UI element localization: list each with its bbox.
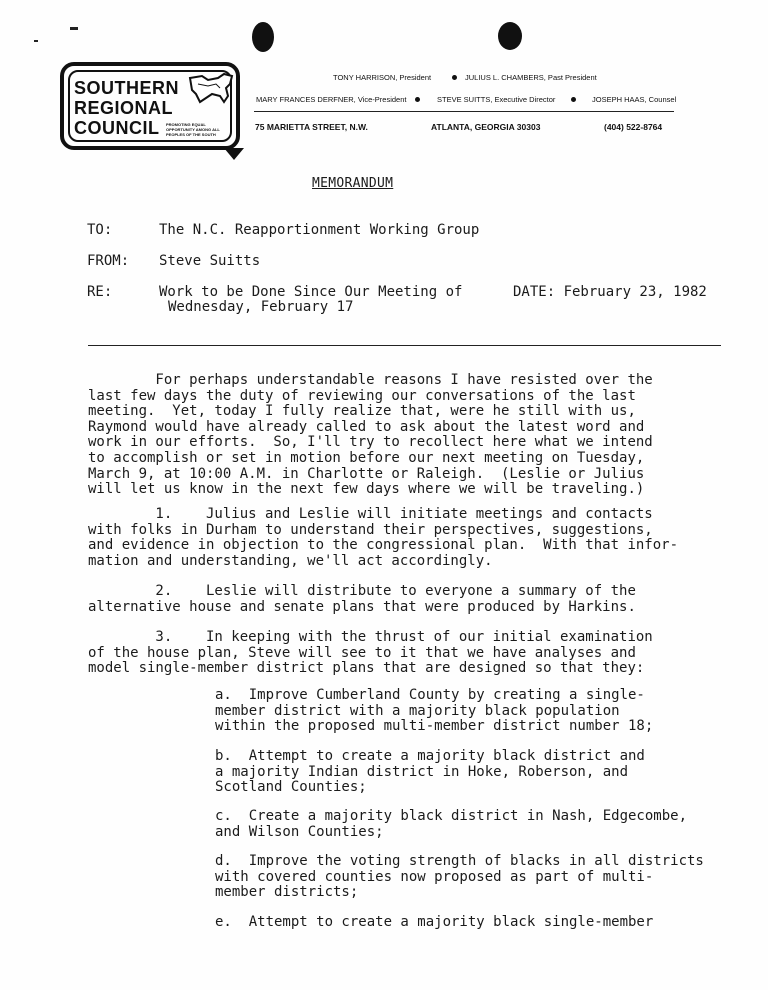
memo-date: DATE: February 23, 1982	[513, 284, 707, 300]
item-2-paragraph: 2. Leslie will distribute to everyone a summary of the alternative house and senate plans that were produced by Harkins.	[88, 583, 636, 615]
punch-hole-right	[498, 22, 522, 50]
officer-executive-director: STEVE SUITTS, Executive Director	[437, 95, 556, 104]
bullet-icon	[452, 75, 457, 80]
item-1-paragraph: 1. Julius and Leslie will initiate meetings and contacts with folks in Durham to understand their perspectives, suggestions, and evidence in objection to the congressional plan. With that infor- mation and understanding, we'll act accordingly.	[88, 506, 679, 569]
street-address: 75 MARIETTA STREET, N.W.	[255, 122, 368, 132]
bullet-icon	[571, 97, 576, 102]
from-label: FROM:	[87, 253, 130, 269]
bullet-icon	[415, 97, 420, 102]
sub-item-d: d. Improve the voting strength of blacks in all districts with covered counties now proposed as part of multi- member districts;	[215, 853, 704, 901]
logo-arrow-icon	[224, 148, 244, 160]
letterhead-divider	[254, 111, 674, 112]
logo-line-2: REGIONAL	[74, 98, 174, 118]
to-value: The N.C. Reapportionment Working Group	[159, 222, 480, 238]
sub-item-b: b. Attempt to create a majority black district and a majority Indian district in Hoke, Roberson, and Scotland Counties;	[215, 748, 645, 796]
memo-divider	[88, 345, 721, 346]
re-value-line1: Work to be Done Since Our Meeting of	[159, 284, 463, 300]
officer-past-president: JULIUS L. CHAMBERS, Past President	[465, 73, 597, 82]
re-label: RE:	[87, 284, 113, 300]
sub-item-a: a. Improve Cumberland County by creating a single- member district with a majority black population within the proposed multi-member district number 18;	[215, 687, 654, 735]
logo-tagline: PROMOTING EQUAL OPPORTUNITY AMONG ALL PEOPLES OF THE SOUTH	[166, 122, 220, 137]
city-address: ATLANTA, GEORGIA 30303	[431, 122, 541, 132]
southern-states-map-icon	[188, 72, 234, 106]
item-3-paragraph: 3. In keeping with the thrust of our initial examination of the house plan, Steve will see to it that we have analyses and model single-member district plans that are designed so that they:	[88, 629, 653, 677]
memo-title: MEMORANDUM	[312, 176, 394, 191]
phone-number: (404) 522-8764	[604, 122, 663, 132]
sub-item-c: c. Create a majority black district in Nash, Edgecombe, and Wilson Counties;	[215, 808, 688, 840]
scan-mark	[70, 27, 78, 30]
from-value: Steve Suitts	[159, 253, 261, 269]
officer-counsel: JOSEPH HAAS, Counsel	[592, 95, 677, 104]
scan-mark	[34, 40, 38, 42]
intro-paragraph: For perhaps understandable reasons I have resisted over the last few days the duty of reviewing our conversations of the last meeting. Yet, today I fully realize that, were he still with us, Raymond would have already called to ask about the latest word and work in our efforts. So, I'll try to recollect here what we intend to accomplish or set in motion before our next meeting on Tuesday, March 9, at 10:00 A.M. in Charlotte or Raleigh. (Leslie or Julius will let us know in the next few days where we will be traveling.)	[88, 372, 653, 498]
sub-item-e: e. Attempt to create a majority black single-member	[215, 914, 654, 930]
logo-line-3: COUNCIL	[74, 118, 160, 138]
officer-vice-president: MARY FRANCES DERFNER, Vice-President	[256, 95, 407, 104]
council-logo	[60, 62, 240, 150]
logo-line-1: SOUTHERN	[74, 78, 180, 98]
re-value-line2: Wednesday, February 17	[168, 299, 354, 315]
officer-president: TONY HARRISON, President	[333, 73, 432, 82]
to-label: TO:	[87, 222, 113, 238]
punch-hole-left	[252, 22, 274, 52]
